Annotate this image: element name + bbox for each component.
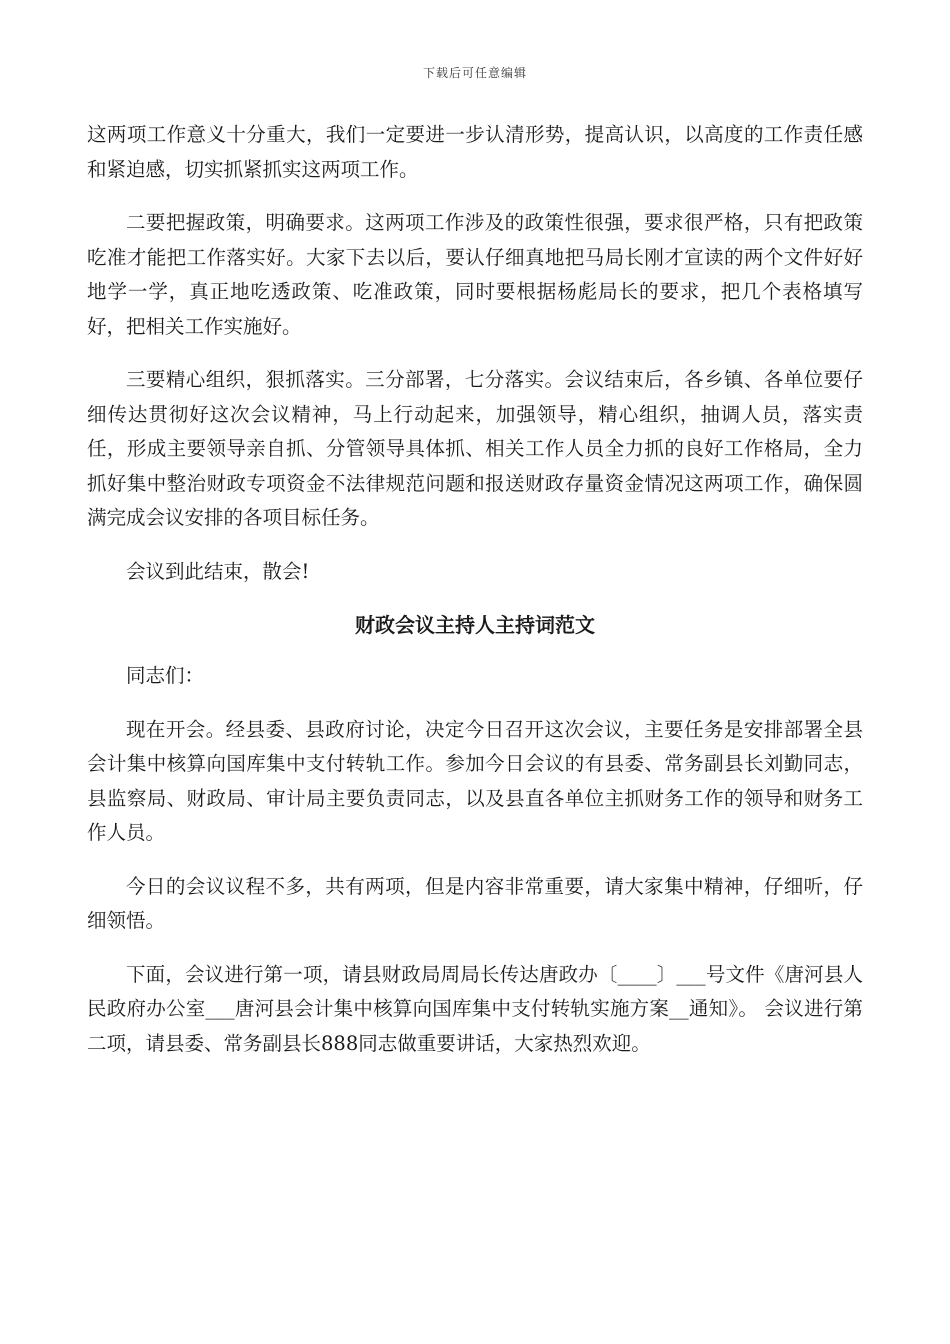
page-header: 下载后可任意编辑 — [422, 66, 527, 80]
paragraph-opening: 现在开会。经县委、县政府讨论，决定今日召开这次会议，主要任务是安排部署全县会计集中核算向国库集中支付转轨工作。参加今日会议的有县委、常务副县长刘勤同志，县监察局、财政局、审计局主要负责同志，以及县直各单位主抓财务工作的领导和财务工作人员。 — [87, 717, 863, 844]
section-title: 财政会议主持人主持词范文 — [355, 613, 595, 637]
paragraph-agenda-items: 下面，会议进行第一项，请县财政局周局长传达唐政办〔____〕___号文件《唐河县人民政府办公室___唐河县会计集中核算向国库集中支付转轨实施方案__通知》。 会议进行第二项，请县委、常务副县长888同志做重要讲话，大家热烈欢迎。 — [87, 962, 863, 1055]
paragraph-salutation: 同志们： — [126, 664, 205, 687]
paragraph-point-two: 二要把握政策，明确要求。这两项工作涉及的政策性很强，要求很严格，只有把政策吃准才能把工作落实好。大家下去以后，要认仔细真地把马局长刚才宣读的两个文件好好地学一学，真正地吃透政策、吃准政策，同时要根据杨彪局长的要求，把几个表格填写好，把相关工作实施好。 — [87, 211, 863, 338]
paragraph-closing: 会议到此结束，散会! — [126, 559, 310, 583]
paragraph-point-three: 三要精心组织，狠抓落实。三分部署，七分落实。会议结束后，各乡镇、各单位要仔细传达贯彻好这次会议精神，马上行动起来，加强领导，精心组织，抽调人员，落实责任，形成主要领导亲自抓、分管领导具体抓、相关工作人员全力抓的良好工作格局，全力抓好集中整治财政专项资金不法律规范问题和报送财政存量资金情况这两项工作，确保圆满完成会议安排的各项目标任务。 — [87, 368, 863, 529]
paragraph-agenda: 今日的会议议程不多，共有两项，但是内容非常重要，请大家集中精神，仔细听，仔细领悟。 — [87, 874, 863, 932]
paragraph-continuation: 这两项工作意义十分重大，我们一定要进一步认清形势，提高认识，以高度的工作责任感和紧迫感，切实抓紧抓实这两项工作。 — [87, 123, 863, 181]
document-body — [87, 118, 863, 1080]
